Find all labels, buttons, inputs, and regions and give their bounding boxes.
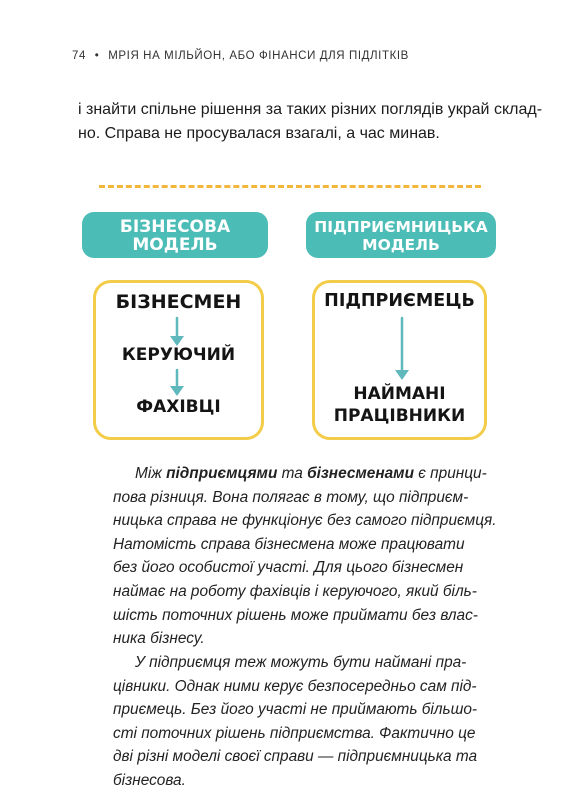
paragraph-hired-employees [113,651,523,793]
paragraph-line: наймає на роботу фахівців і керуючого, який біль- [113,582,477,600]
paragraph-line: бізнесова. [113,771,186,789]
label-hired-employees-line1: НАЙМАНІ [353,384,446,404]
keyword-businessmen: бізнесменами [307,465,414,482]
label-businessman: БІЗНЕСМЕН [115,291,242,313]
paragraph-line: ницька справа не функціонує без самого підприємця. [113,512,497,530]
business-model-title-line2: МОДЕЛЬ [132,235,218,255]
paragraph-line: шість поточних рішень може приймати без влас- [113,606,478,624]
paragraph-line [113,462,523,486]
paragraph-line: У підприємця теж можуть бути наймані пра- [135,654,467,671]
business-model-title-line1: БІЗНЕСОВА [119,217,231,237]
paragraph-line: цівники. Однак ними керує безпосередньо сам під- [113,677,477,695]
text-span: Між [135,465,167,482]
keyword-entrepreneurs: підприємцями [166,465,278,482]
label-manager: КЕРУЮЧИЙ [121,345,236,365]
paragraph-difference [113,462,523,651]
entrepreneur-model-title-line1: ПІДПРИЄМНИЦЬКА [314,218,488,236]
label-specialists: ФАХІВЦІ [136,397,221,417]
header-bullet: • [94,50,100,62]
intro-line: і знайти спільне рішення за таких різних поглядів украй склад- [78,101,543,118]
arrow-head-icon [395,370,409,380]
text-span: та [277,465,308,482]
label-hired-employees-line2: ПРАЦІВНИКИ [333,406,466,426]
text-span: є принци- [413,465,487,482]
intro-line: но. Справа не просувалася взагалі, а час минав. [78,125,440,142]
paragraph-line: без його особистої участі. Для цього бізнесмен [113,559,464,577]
label-hired-employees [314,383,485,427]
book-title: МРІЯ НА МІЛЬЙОН, АБО ФІНАНСИ ДЛЯ ПІДЛІТКІВ [108,50,409,62]
arrow-head-icon [170,386,184,396]
paragraph-line: приємець. Без його участі не приймають більшо- [113,701,478,719]
entrepreneur-model-title-line2: МОДЕЛЬ [362,236,440,254]
paragraph-line: сті поточних рішень підприємства. Фактично це [113,724,476,742]
paragraph-line: дві різні моделі своєї справи — підприємницька та [113,748,478,766]
label-entrepreneur: ПІДПРИЄМЕЦЬ [324,291,475,311]
page-number: 74 [72,50,86,62]
paragraph-line: пова різниця. Вона полягає в тому, що підприєм- [113,488,469,506]
paragraph-line: ника бізнесу. [113,630,205,648]
paragraph-line: Натомість справа бізнесмена може працювати [113,535,465,553]
